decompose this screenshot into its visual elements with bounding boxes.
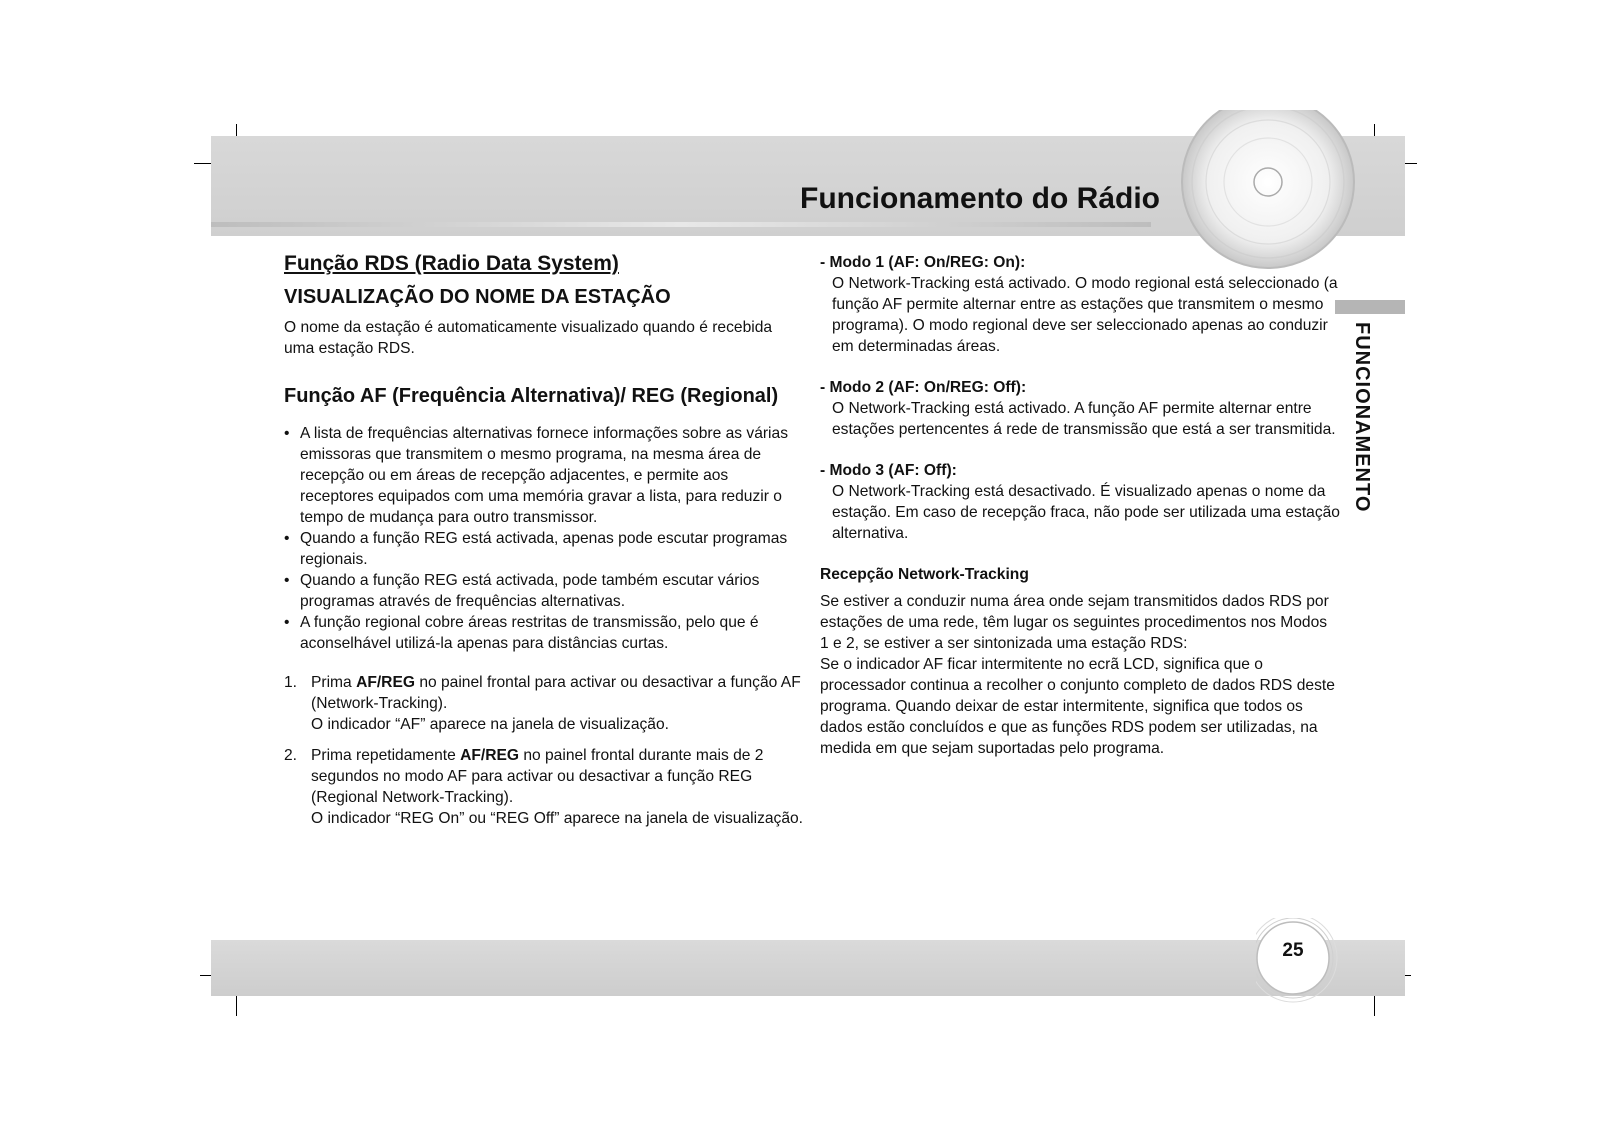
af-heading: Função AF (Frequência Alternativa)/ REG (Regional) bbox=[284, 385, 779, 407]
mode-block bbox=[820, 460, 1340, 544]
mode-title: - Modo 1 (AF: On/REG: On): bbox=[820, 254, 1026, 271]
button-name: AF/REG bbox=[460, 747, 519, 764]
step-note: O indicador “REG On” ou “REG Off” aparece na janela de visualização. bbox=[311, 810, 804, 827]
list-item: • Quando a função REG está activada, apenas pode escutar programas regionais. bbox=[284, 528, 804, 570]
side-tab-band bbox=[1335, 300, 1405, 314]
mode-title: - Modo 2 (AF: On/REG: Off): bbox=[820, 379, 1027, 396]
footer-band bbox=[211, 940, 1405, 996]
step-text: Prima repetidamente bbox=[311, 747, 461, 764]
step-text: no painel frontal durante mais de 2 segundos no modo AF para activar ou desactivar a função REG (Regional Network-Tracking). bbox=[311, 747, 764, 806]
step-item bbox=[284, 745, 804, 829]
mode-text: O Network-Tracking está activado. A função AF permite alternar entre estações pertencentes á rede de transmissão que está a ser transmitida. bbox=[832, 400, 1336, 438]
page-title: Funcionamento do Rádio bbox=[800, 182, 1160, 215]
mode-block bbox=[820, 252, 1340, 357]
list-item: • A função regional cobre áreas restritas de transmissão, pelo que é aconselhável utilizá-la apenas para distâncias curtas. bbox=[284, 612, 804, 654]
button-name: AF/REG bbox=[356, 674, 415, 691]
step-number: 1. bbox=[284, 674, 298, 691]
station-text: O nome da estação é automaticamente visualizado quando é recebida uma estação RDS. bbox=[284, 319, 773, 357]
list-item: • A lista de frequências alternativas fornece informações sobre as várias emissoras que transmitem o mesmo programa, na mesma área de recepção ou em áreas de recepção adjacentes, e permite aos receptores equipados com uma memória gravar a lista, para reduzir o tempo de mudança para outro transmissor. bbox=[284, 423, 804, 528]
step-list bbox=[284, 672, 804, 829]
step-note: O indicador “AF” aparece na janela de visualização. bbox=[311, 716, 669, 733]
step-text: no painel frontal para activar ou desactivar a função AF (Network-Tracking). bbox=[311, 674, 801, 712]
section-title: Função RDS (Radio Data System) bbox=[284, 252, 619, 275]
reception-text: Se o indicador AF ficar intermitente no ecrã LCD, significa que o processador continua a recolher o conjunto completo de dados RDS deste programa. Quando deixar de estar intermitente, significa que todos os dados estão concluídos e que as funções RDS podem ser utilizadas, na medida em que sejam suportadas pelo programa. bbox=[820, 656, 1335, 757]
side-tab bbox=[1343, 322, 1373, 552]
page-number: 25 bbox=[1282, 940, 1304, 961]
step-item bbox=[284, 672, 804, 735]
header-rule bbox=[211, 222, 1151, 227]
mode-title: - Modo 3 (AF: Off): bbox=[820, 462, 957, 479]
right-column bbox=[820, 252, 1340, 759]
mode-text: O Network-Tracking está desactivado. É visualizado apenas o nome da estação. Em caso de recepção fraca, não pode ser utilizada uma estação alternativa. bbox=[832, 483, 1340, 542]
page-number-badge bbox=[1256, 918, 1342, 1004]
reception-text: Se estiver a conduzir numa área onde sejam transmitidos dados RDS por estações de uma rede, têm lugar os seguintes procedimentos nos Modos 1 e 2, se estiver a ser sintonizada uma estação RDS: bbox=[820, 593, 1329, 652]
step-text: Prima bbox=[311, 674, 357, 691]
left-column bbox=[284, 252, 804, 839]
mode-block bbox=[820, 377, 1340, 440]
station-heading: VISUALIZAÇÃO DO NOME DA ESTAÇÃO bbox=[284, 286, 671, 308]
side-tab-label: FUNCIONAMENTO bbox=[1351, 322, 1373, 513]
list-item: • Quando a função REG está activada, pode também escutar vários programas através de frequências alternativas. bbox=[284, 570, 804, 612]
mode-text: O Network-Tracking está activado. O modo regional está seleccionado (a função AF permite alternar entre as estações que transmitem o mesmo programa). O modo regional deve ser seleccionado apenas ao conduzir em determinadas áreas. bbox=[832, 275, 1338, 355]
reception-title: Recepção Network-Tracking bbox=[820, 566, 1029, 583]
af-bullet-list bbox=[284, 423, 804, 654]
step-number: 2. bbox=[284, 747, 298, 764]
